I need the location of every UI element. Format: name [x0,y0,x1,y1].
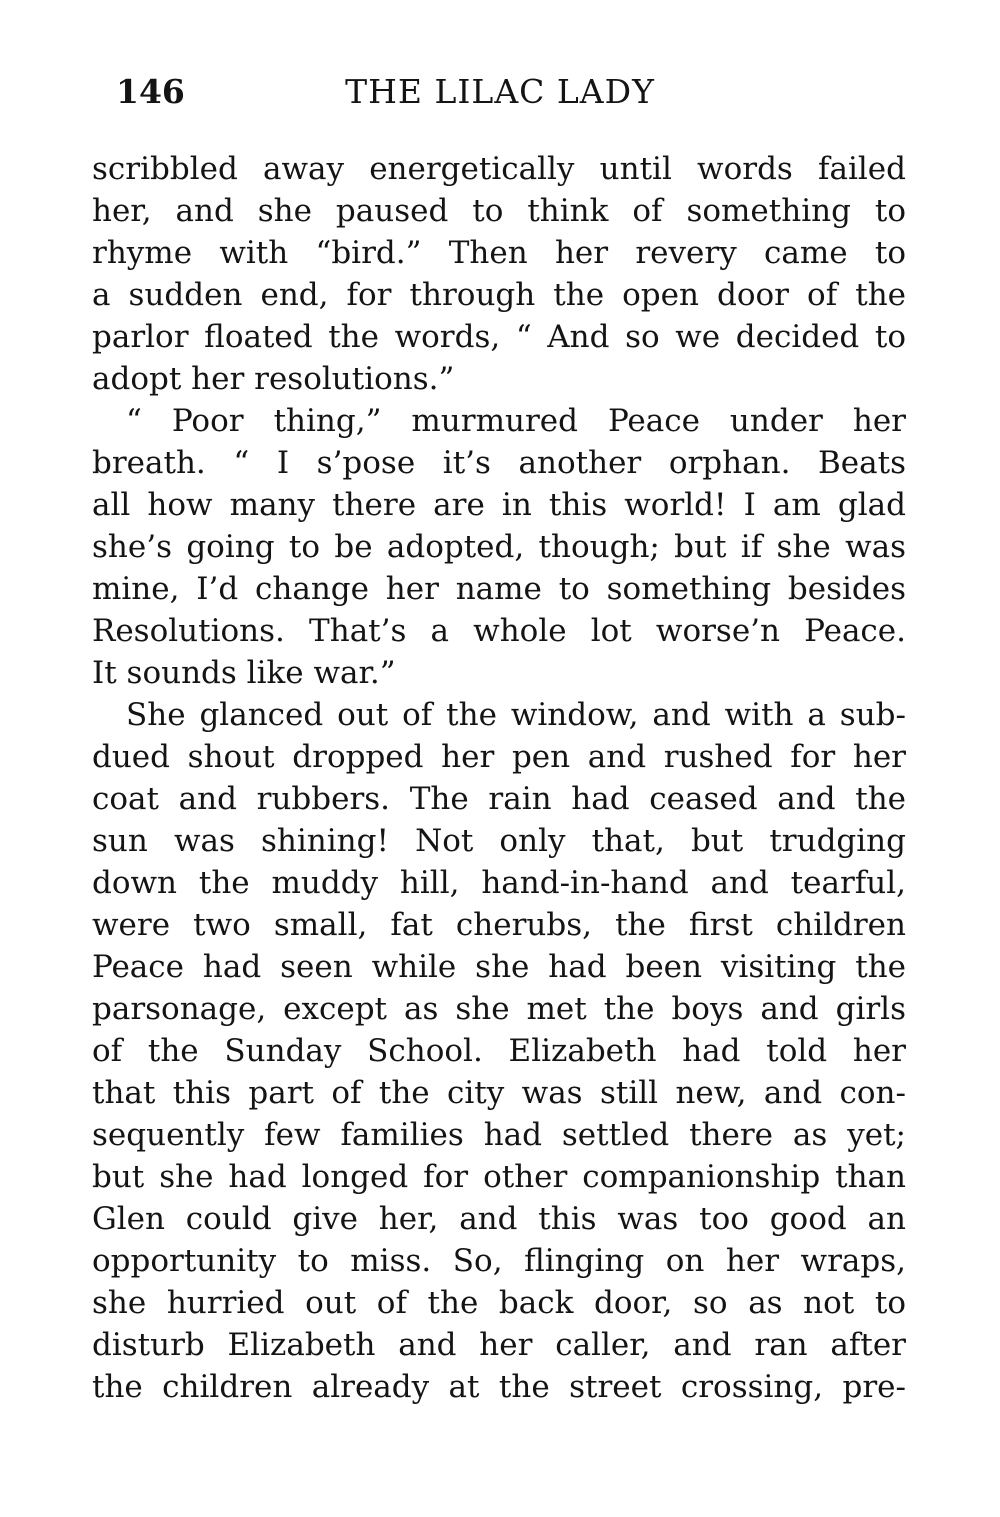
text-line: all how many there are in this world! I am glad [92,487,906,523]
text-line: “ Poor thing,” murmured Peace under her [126,403,906,439]
text-line: Glen could give her, and this was too good an [92,1201,906,1237]
text-line: were two small, fat cherubs, the first children [92,907,906,943]
text-line: the children already at the street crossing, pre- [92,1369,906,1405]
text-line: she’s going to be adopted, though; but if she was [92,529,906,565]
page-number: 146 [116,72,185,111]
text-line: parsonage, except as she met the boys and girls [92,991,906,1027]
text-line: It sounds like war.” [92,655,396,691]
text-line: parlor floated the words, “ And so we decided to [92,319,906,355]
text-line: dued shout dropped her pen and rushed for her [92,739,906,775]
text-line: down the muddy hill, hand-in-hand and tearful, [92,865,906,901]
text-line: scribbled away energetically until words failed [92,151,906,187]
text-line: sun was shining! Not only that, but trudging [92,823,906,859]
text-line: opportunity to miss. So, flinging on her wraps, [92,1243,906,1279]
text-line: she hurried out of the back door, so as not to [92,1285,906,1321]
text-line: breath. “ I s’pose it’s another orphan. Beats [92,445,906,481]
text-line: mine, I’d change her name to something besides [92,571,906,607]
text-line: Peace had seen while she had been visiting the [92,949,906,985]
text-line: but she had longed for other companionship than [92,1159,906,1195]
text-line: adopt her resolutions.” [92,361,455,397]
text-line: coat and rubbers. The rain had ceased and the [92,781,906,817]
text-line: She glanced out of the window, and with a sub- [126,697,906,733]
text-line: Resolutions. That’s a whole lot worse’n Peace. [92,613,906,649]
text-line: of the Sunday School. Elizabeth had told her [92,1033,906,1069]
text-line: that this part of the city was still new, and con- [92,1075,906,1111]
text-line: rhyme with “bird.” Then her revery came to [92,235,906,271]
page-header [92,70,908,114]
text-line: a sudden end, for through the open door of the [92,277,906,313]
text-line: disturb Elizabeth and her caller, and ran after [92,1327,906,1363]
text-line: her, and she paused to think of something to [92,193,906,229]
running-title: THE LILAC LADY [345,72,655,111]
body-text [92,148,906,1408]
text-line: sequently few families had settled there as yet; [92,1117,906,1153]
